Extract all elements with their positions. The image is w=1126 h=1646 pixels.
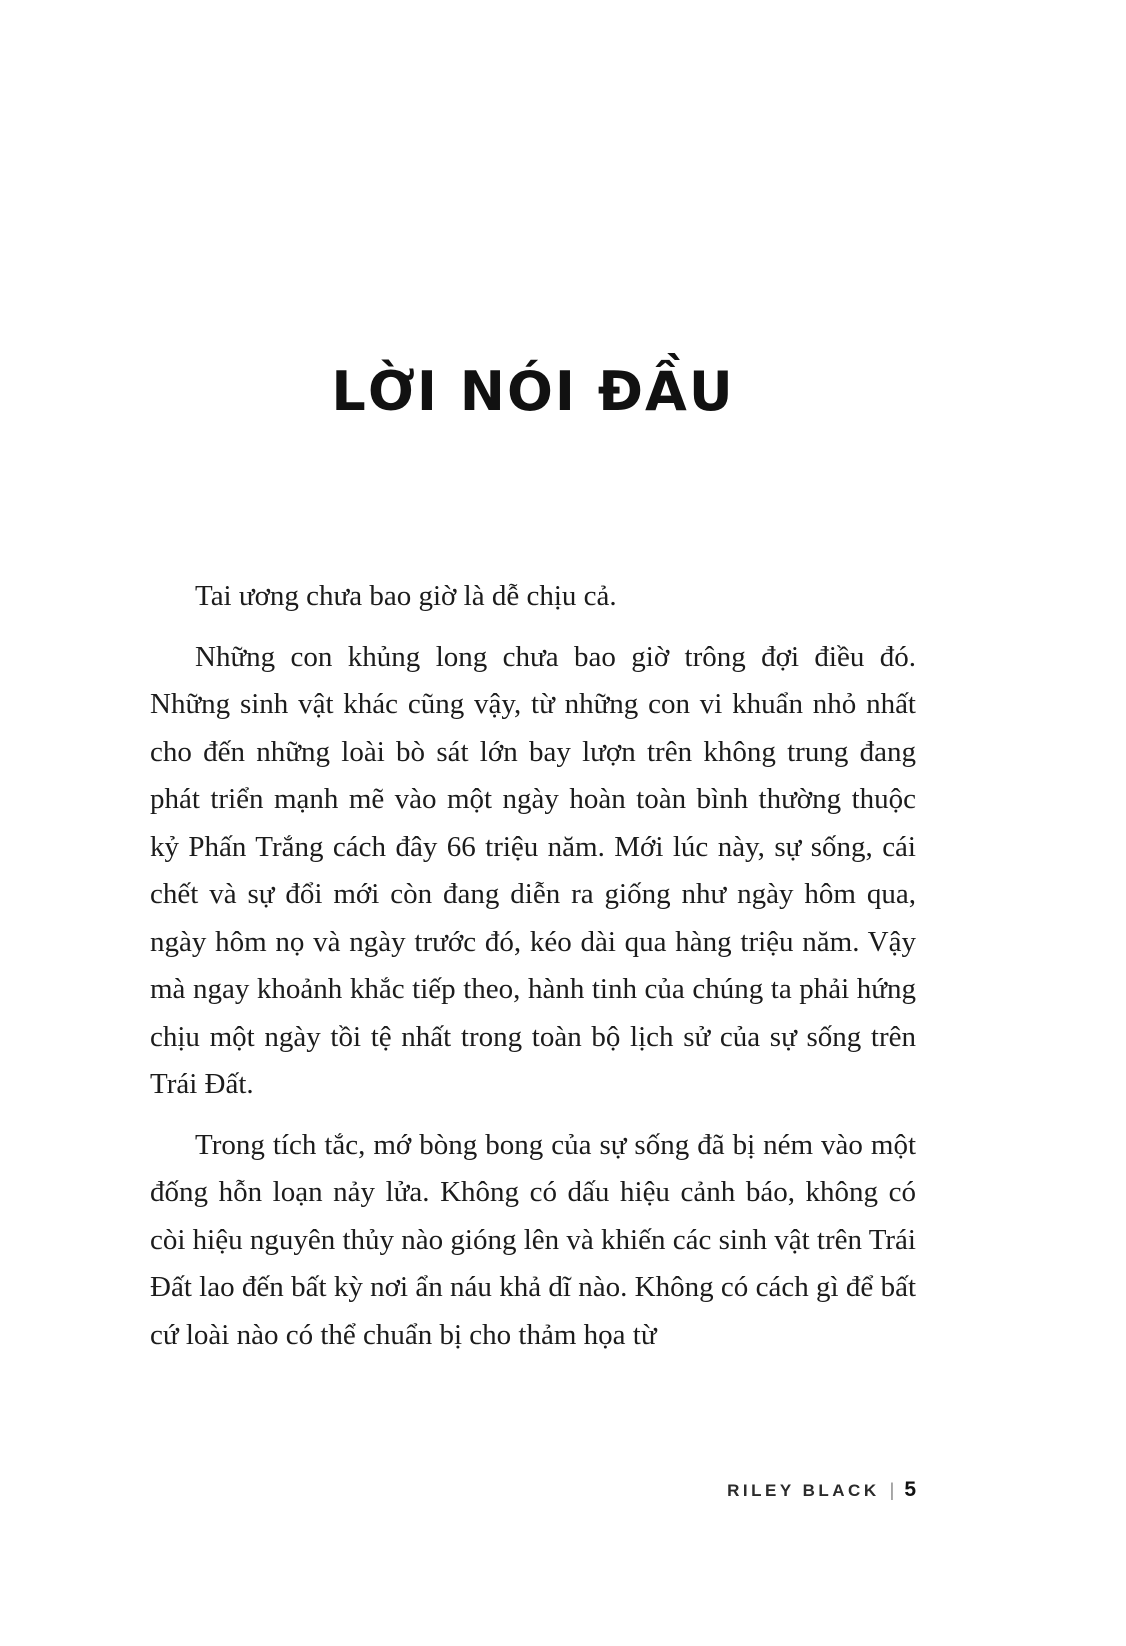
paragraph: Trong tích tắc, mớ bòng bong của sự sống đã bị ném vào một đống hỗn loạn nảy lửa. Không có dấu hiệu cảnh báo, không có còi hiệu nguyên thủy nào gióng lên và khiến các sinh vật trên Trái Đất lao đến bất kỳ nơi ẩn náu khả dĩ nào. Không có cách gì để bất cứ loài nào có thể chuẩn bị cho thảm họa từ bbox=[150, 1128, 916, 1351]
footer-page-number: 5 bbox=[904, 1478, 916, 1501]
footer-separator: | bbox=[889, 1480, 895, 1500]
chapter-title: LỜI NÓI ĐẦU bbox=[331, 360, 735, 423]
footer-author: RILEY BLACK bbox=[727, 1481, 880, 1500]
body-text bbox=[150, 573, 916, 1359]
page-footer bbox=[727, 1478, 916, 1502]
content-column bbox=[150, 0, 916, 1372]
paragraph: Những con khủng long chưa bao giờ trông đợi điều đó. Những sinh vật khác cũng vậy, từ những con vi khuẩn nhỏ nhất cho đến những loài bò sát lớn bay lượn trên không trung đang phát triển mạnh mẽ vào một ngày hoàn toàn bình thường thuộc kỷ Phấn Trắng cách đây 66 triệu năm. Mới lúc này, sự sống, cái chết và sự đổi mới còn đang diễn ra giống như ngày hôm qua, ngày hôm nọ và ngày trước đó, kéo dài qua hàng triệu năm. Vậy mà ngay khoảnh khắc tiếp theo, hành tinh của chúng ta phải hứng chịu một ngày tồi tệ nhất trong toàn bộ lịch sử của sự sống trên Trái Đất. bbox=[150, 640, 916, 1101]
paragraph: Tai ương chưa bao giờ là dễ chịu cả. bbox=[195, 580, 617, 613]
